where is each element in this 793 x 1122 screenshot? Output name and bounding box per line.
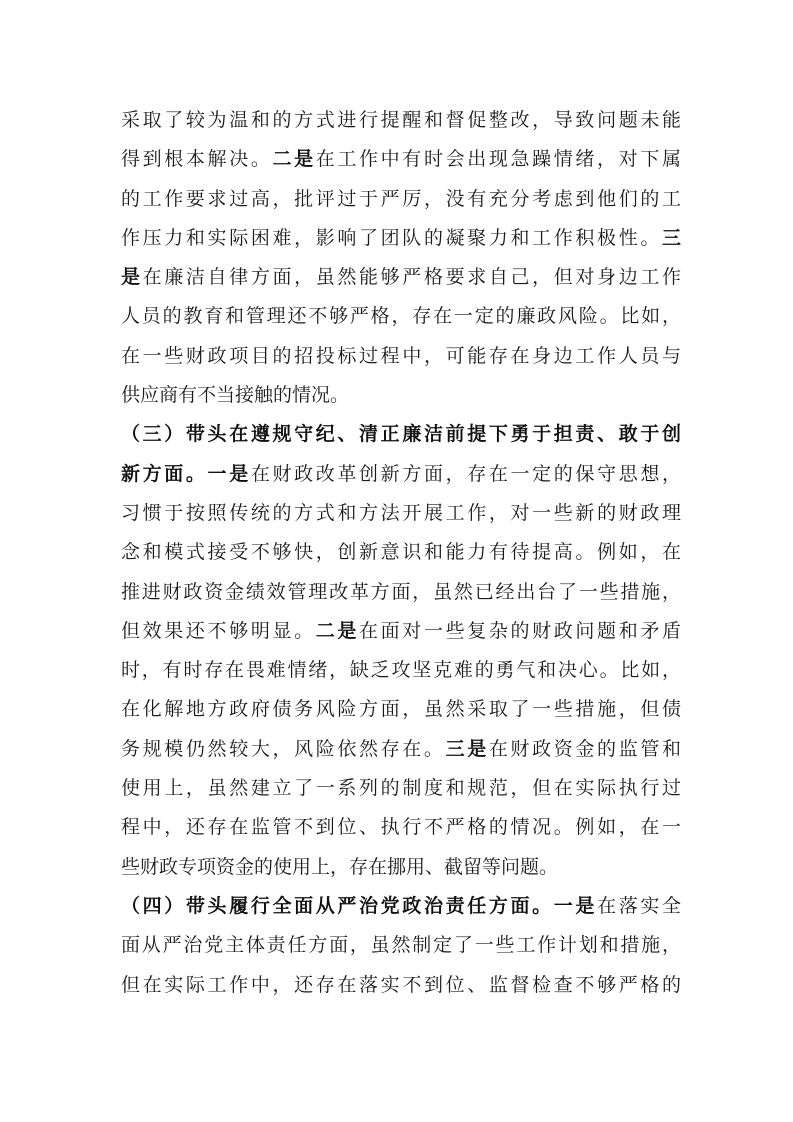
text-line [121,573,681,612]
text-line [121,258,681,297]
text-run: 供应商有不当接触的情况。 [121,384,350,407]
bold-text-run: 三 [661,226,681,249]
bold-text-run: 三是 [445,737,489,760]
bold-text-run: （三）带头在遵规守纪、清正廉洁前提下勇于担责、敢于创 [121,423,681,446]
text-run: 在财政资金的监管和 [488,737,681,760]
text-run: 在工作中有时会出现急躁情绪，对下属 [315,148,681,171]
text-run: 得到根本解决。 [121,148,273,171]
text-run: 的工作要求过高，批评过于严厉，没有充分考虑到他们的工 [121,187,681,210]
text-run: 程中，还存在监管不到位、执行不严格的情况。例如，在一 [121,816,681,839]
text-run: 推进财政资金绩效管理改革方面，虽然已经出台了一些措施， [121,580,681,603]
bold-text-run: 新方面。一是 [121,462,251,485]
bold-text-run: 二是 [315,619,360,642]
text-run: 在面对一些复杂的财政问题和矛盾 [359,619,681,642]
text-line [121,651,681,690]
text-line [121,966,681,1005]
text-line [121,455,681,494]
text-line [121,337,681,376]
text-run: 使用上，虽然建立了一系列的制度和规范，但在实际执行过 [121,777,681,800]
text-run: 些财政专项资金的使用上，存在挪用、截留等问题。 [121,855,559,878]
text-run: 务规模仍然较大，风险依然存在。 [121,737,446,760]
text-line [121,887,681,926]
text-line [121,415,681,454]
text-run: 但效果还不够明显。 [121,619,316,642]
text-run: 面从严治党主体责任方面，虽然制定了一些工作计划和措施， [121,934,681,957]
text-line [121,612,681,651]
text-line [121,769,681,808]
text-line [121,533,681,572]
bold-text-run: 二是 [272,148,316,171]
text-run: 但在实际工作中，还存在落实不到位、监督检查不够严格的 [121,973,681,996]
body-text [121,101,681,1005]
text-line [121,101,681,140]
text-run: 时，有时存在畏难情绪，缺乏攻坚克难的勇气和决心。比如， [121,659,681,682]
bold-text-run: 是 [121,266,143,289]
text-run: 在廉洁自律方面，虽然能够严格要求自己，但对身边工作 [142,266,681,289]
text-line [121,140,681,179]
text-run: 习惯于按照传统的方式和方法开展工作，对一些新的财政理 [121,501,681,524]
text-line [121,180,681,219]
text-line [121,219,681,258]
text-line [121,730,681,769]
text-line [121,297,681,336]
text-run: 在一些财政项目的招投标过程中，可能存在身边工作人员与 [121,344,681,367]
text-line [121,926,681,965]
text-line [121,494,681,533]
bold-text-run: （四）带头履行全面从严治党政治责任方面。一是 [121,894,598,917]
text-run: 在落实全 [597,894,681,917]
text-line [121,848,681,887]
text-run: 念和模式接受不够快，创新意识和能力有待提高。例如，在 [121,541,681,564]
text-run: 在化解地方政府债务风险方面，虽然采取了一些措施，但债 [121,698,681,721]
text-run: 采取了较为温和的方式进行提醒和督促整改，导致问题未能 [121,109,681,131]
text-line [121,808,681,847]
text-line [121,690,681,729]
text-run: 在财政改革创新方面，存在一定的保守思想， [250,462,681,485]
text-line [121,376,681,415]
text-run: 作压力和实际困难，影响了团队的凝聚力和工作积极性。 [121,226,662,249]
text-run: 人员的教育和管理还不够严格，存在一定的廉政风险。比如， [121,305,681,328]
